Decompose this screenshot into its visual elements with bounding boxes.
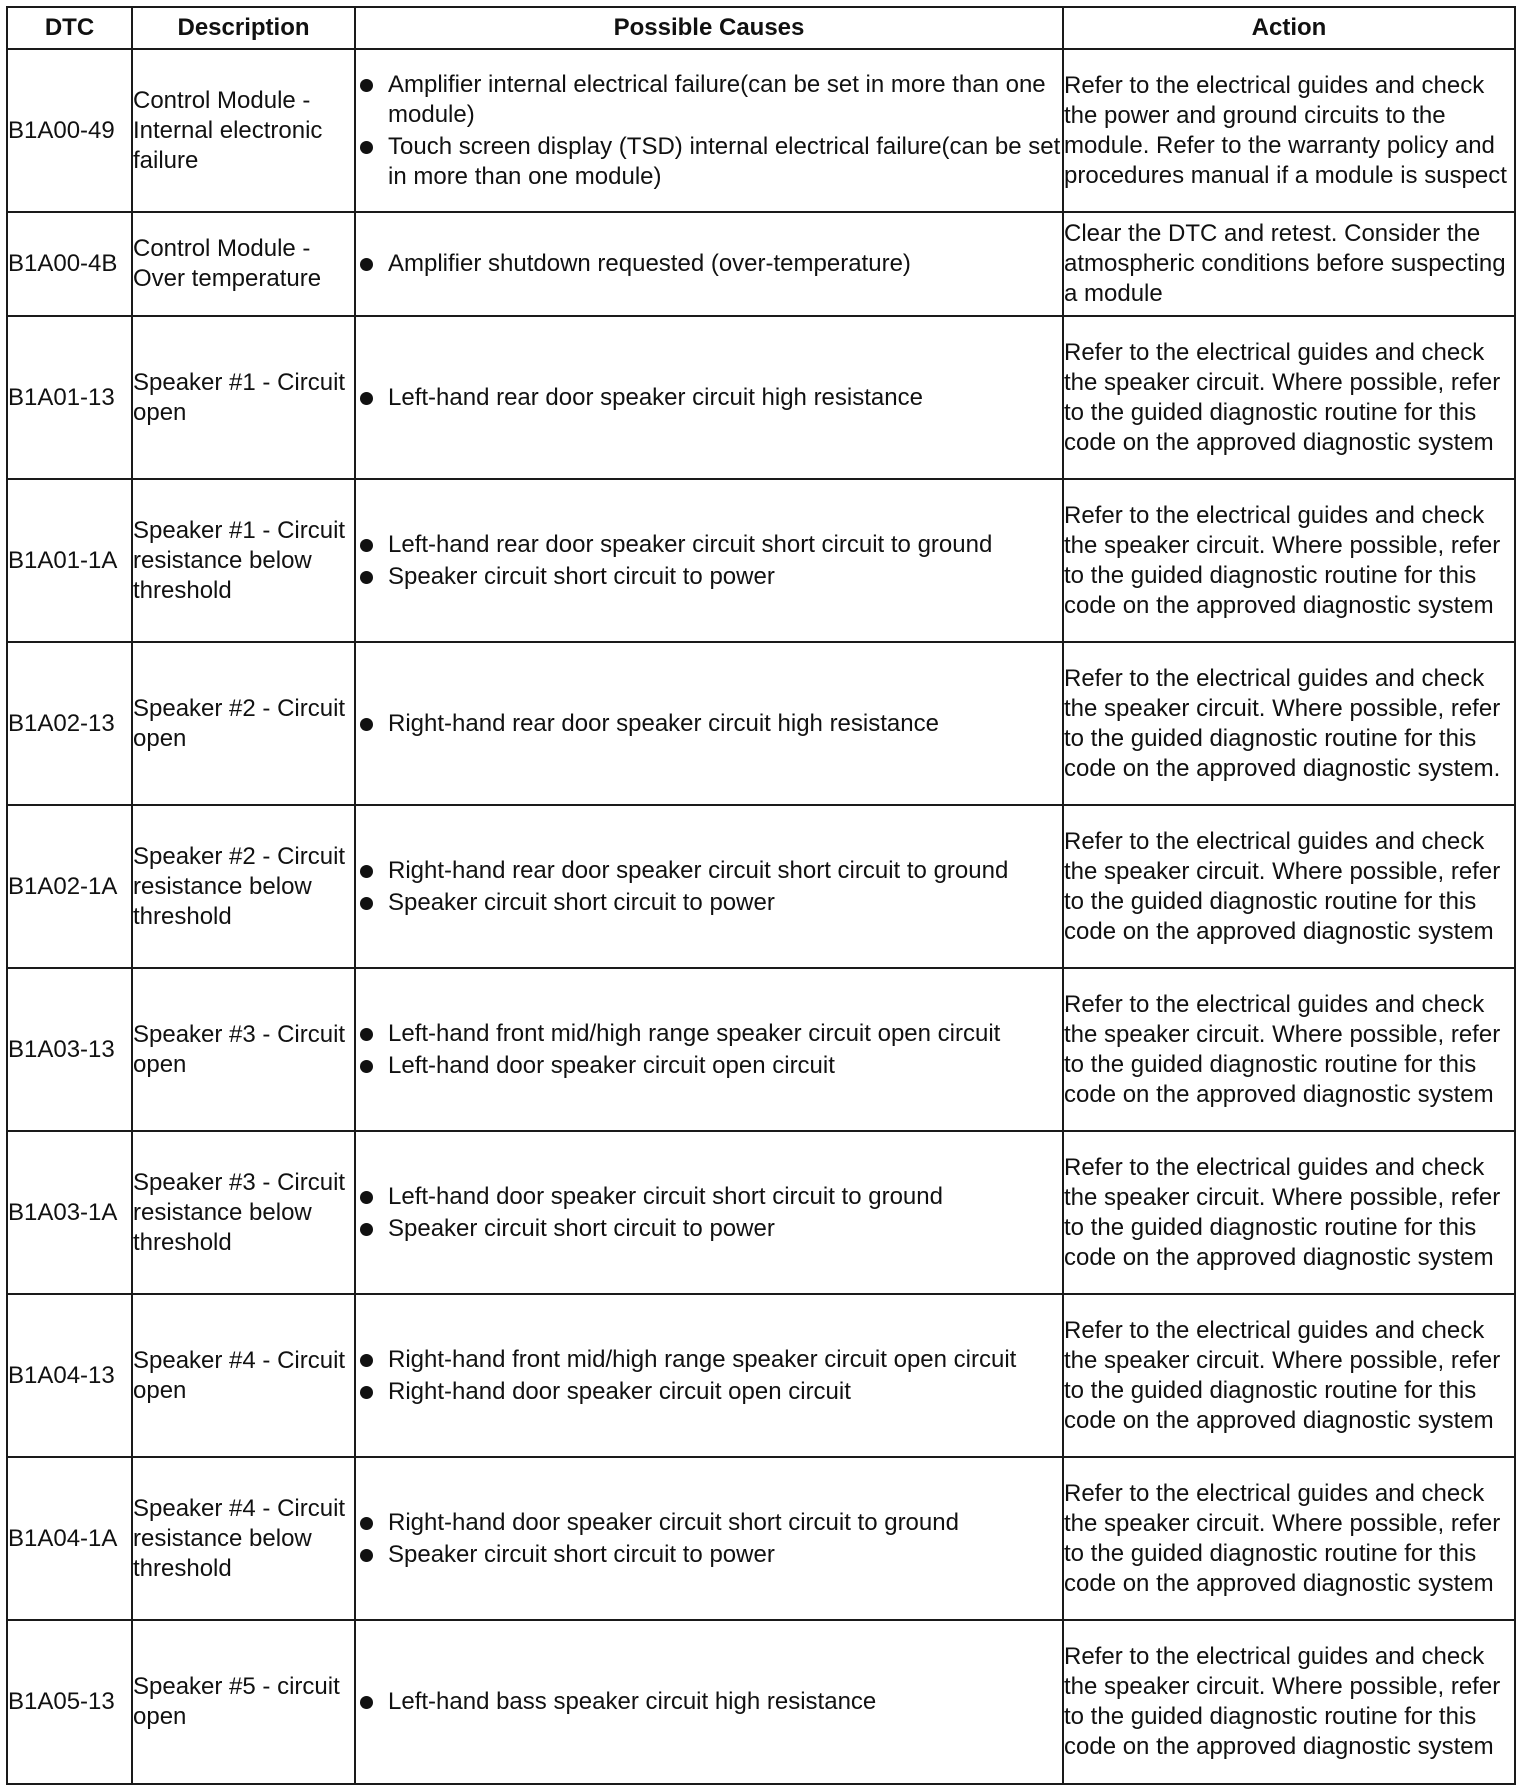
possible-causes-cell	[355, 968, 1063, 1131]
cause-item: Left-hand front mid/high range speaker circuit open circuit	[356, 1019, 1062, 1049]
dtc-description: Speaker #2 - Circuit open	[132, 642, 355, 805]
causes-list	[356, 709, 1062, 739]
possible-causes-cell	[355, 212, 1063, 316]
dtc-code: B1A03-13	[7, 968, 132, 1131]
header-action: Action	[1063, 7, 1515, 49]
cause-item: Speaker circuit short circuit to power	[356, 888, 1062, 918]
cause-item: Left-hand door speaker circuit open circuit	[356, 1051, 1062, 1081]
cause-item: Speaker circuit short circuit to power	[356, 1214, 1062, 1244]
table-row	[7, 479, 1515, 642]
table-row	[7, 316, 1515, 479]
cause-item: Amplifier internal electrical failure(can be set in more than one module)	[356, 70, 1062, 130]
dtc-description: Speaker #1 - Circuit resistance below threshold	[132, 479, 355, 642]
possible-causes-cell	[355, 1620, 1063, 1784]
causes-list	[356, 383, 1062, 413]
dtc-code: B1A05-13	[7, 1620, 132, 1784]
possible-causes-cell	[355, 805, 1063, 968]
table-row	[7, 805, 1515, 968]
dtc-code: B1A03-1A	[7, 1131, 132, 1294]
table-row	[7, 1457, 1515, 1620]
possible-causes-cell	[355, 642, 1063, 805]
table-header	[7, 7, 1515, 49]
possible-causes-cell	[355, 316, 1063, 479]
cause-item: Right-hand front mid/high range speaker circuit open circuit	[356, 1345, 1062, 1375]
possible-causes-cell	[355, 479, 1063, 642]
causes-list	[356, 1182, 1062, 1244]
cause-item: Right-hand rear door speaker circuit high resistance	[356, 709, 1062, 739]
action-text: Refer to the electrical guides and check the power and ground circuits to the module. Refer to the warranty policy and procedures manual if a module is suspect	[1063, 49, 1515, 212]
table-row	[7, 49, 1515, 212]
action-text: Refer to the electrical guides and check the speaker circuit. Where possible, refer to the guided diagnostic routine for this code on the approved diagnostic system	[1063, 1620, 1515, 1784]
dtc-description: Speaker #2 - Circuit resistance below threshold	[132, 805, 355, 968]
possible-causes-cell	[355, 1131, 1063, 1294]
causes-list	[356, 530, 1062, 592]
header-row	[7, 7, 1515, 49]
table-row	[7, 1294, 1515, 1457]
table-body	[7, 49, 1515, 1784]
causes-list	[356, 1019, 1062, 1081]
header-description: Description	[132, 7, 355, 49]
dtc-code: B1A01-1A	[7, 479, 132, 642]
table-row	[7, 1131, 1515, 1294]
action-text: Refer to the electrical guides and check the speaker circuit. Where possible, refer to the guided diagnostic routine for this code on the approved diagnostic system	[1063, 968, 1515, 1131]
action-text: Refer to the electrical guides and check the speaker circuit. Where possible, refer to the guided diagnostic routine for this code on the approved diagnostic system	[1063, 316, 1515, 479]
causes-list	[356, 249, 1062, 279]
header-dtc: DTC	[7, 7, 132, 49]
action-text: Refer to the electrical guides and check the speaker circuit. Where possible, refer to the guided diagnostic routine for this code on the approved diagnostic system	[1063, 479, 1515, 642]
table-row	[7, 968, 1515, 1131]
dtc-code: B1A01-13	[7, 316, 132, 479]
dtc-description: Control Module - Over temperature	[132, 212, 355, 316]
dtc-description: Speaker #5 - circuit open	[132, 1620, 355, 1784]
action-text: Refer to the electrical guides and check the speaker circuit. Where possible, refer to the guided diagnostic routine for this code on the approved diagnostic system	[1063, 1457, 1515, 1620]
cause-item: Speaker circuit short circuit to power	[356, 1540, 1062, 1570]
action-text: Refer to the electrical guides and check the speaker circuit. Where possible, refer to the guided diagnostic routine for this code on the approved diagnostic system.	[1063, 642, 1515, 805]
cause-item: Right-hand door speaker circuit short circuit to ground	[356, 1508, 1062, 1538]
action-text: Clear the DTC and retest. Consider the atmospheric conditions before suspecting a module	[1063, 212, 1515, 316]
cause-item: Left-hand rear door speaker circuit short circuit to ground	[356, 530, 1062, 560]
table-row	[7, 1620, 1515, 1784]
action-text: Refer to the electrical guides and check the speaker circuit. Where possible, refer to the guided diagnostic routine for this code on the approved diagnostic system	[1063, 1294, 1515, 1457]
dtc-description: Control Module - Internal electronic failure	[132, 49, 355, 212]
cause-item: Left-hand rear door speaker circuit high resistance	[356, 383, 1062, 413]
causes-list	[356, 856, 1062, 918]
cause-item: Right-hand rear door speaker circuit short circuit to ground	[356, 856, 1062, 886]
cause-item: Left-hand bass speaker circuit high resistance	[356, 1687, 1062, 1717]
possible-causes-cell	[355, 1457, 1063, 1620]
causes-list	[356, 1687, 1062, 1717]
cause-item: Speaker circuit short circuit to power	[356, 562, 1062, 592]
dtc-description: Speaker #1 - Circuit open	[132, 316, 355, 479]
action-text: Refer to the electrical guides and check the speaker circuit. Where possible, refer to the guided diagnostic routine for this code on the approved diagnostic system	[1063, 1131, 1515, 1294]
possible-causes-cell	[355, 49, 1063, 212]
table-row	[7, 212, 1515, 316]
action-text: Refer to the electrical guides and check the speaker circuit. Where possible, refer to the guided diagnostic routine for this code on the approved diagnostic system	[1063, 805, 1515, 968]
cause-item: Amplifier shutdown requested (over-temperature)	[356, 249, 1062, 279]
cause-item: Touch screen display (TSD) internal electrical failure(can be set in more than one module)	[356, 132, 1062, 192]
dtc-code: B1A04-13	[7, 1294, 132, 1457]
causes-list	[356, 1508, 1062, 1570]
dtc-description: Speaker #3 - Circuit resistance below threshold	[132, 1131, 355, 1294]
dtc-description: Speaker #4 - Circuit open	[132, 1294, 355, 1457]
header-possible-causes: Possible Causes	[355, 7, 1063, 49]
dtc-description: Speaker #4 - Circuit resistance below threshold	[132, 1457, 355, 1620]
cause-item: Right-hand door speaker circuit open circuit	[356, 1377, 1062, 1407]
dtc-code: B1A02-1A	[7, 805, 132, 968]
dtc-code: B1A00-4B	[7, 212, 132, 316]
causes-list	[356, 1345, 1062, 1407]
table-row	[7, 642, 1515, 805]
dtc-code: B1A02-13	[7, 642, 132, 805]
dtc-code: B1A00-49	[7, 49, 132, 212]
dtc-description: Speaker #3 - Circuit open	[132, 968, 355, 1131]
dtc-table	[6, 6, 1516, 1785]
dtc-code: B1A04-1A	[7, 1457, 132, 1620]
possible-causes-cell	[355, 1294, 1063, 1457]
causes-list	[356, 70, 1062, 192]
cause-item: Left-hand door speaker circuit short circuit to ground	[356, 1182, 1062, 1212]
